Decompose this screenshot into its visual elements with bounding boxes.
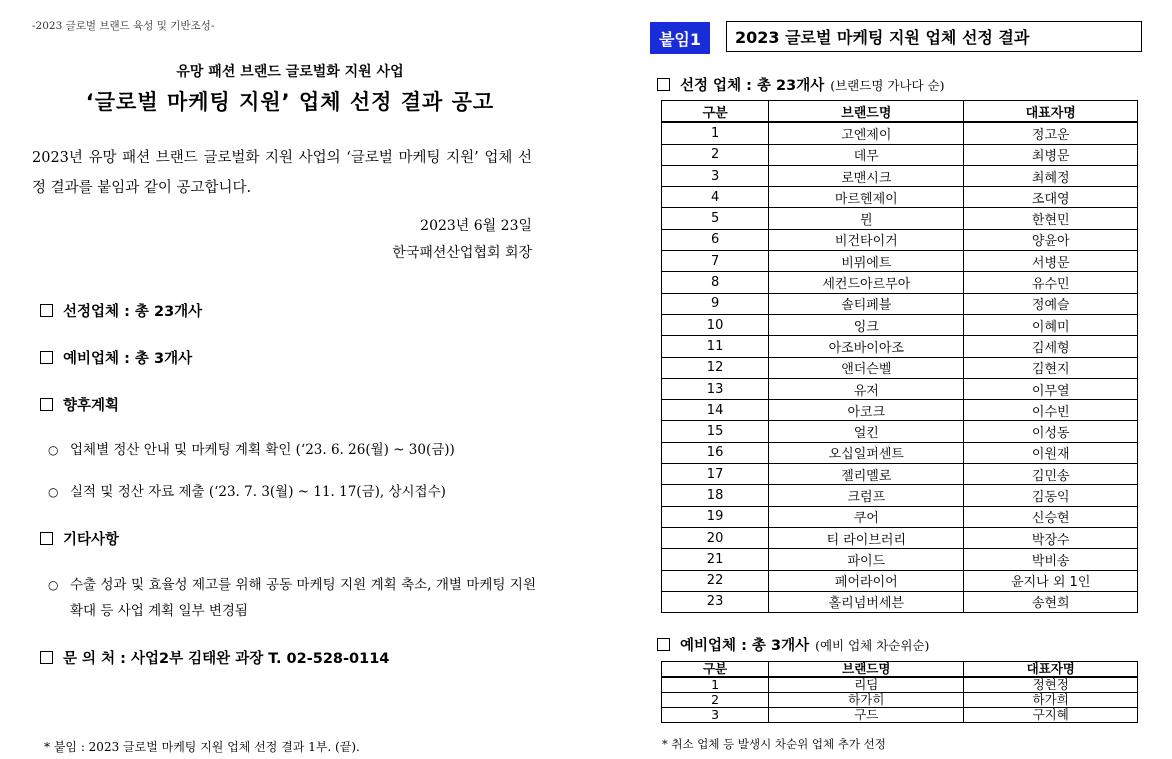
attachment-title: 2023 글로벌 마케팅 지원 업체 선정 결과 [726,21,1142,52]
table-row [662,314,1138,335]
representative-name: 정고운 [964,122,1138,144]
brand-name: 티 라이브러리 [769,527,964,548]
checkbox-icon [657,78,670,91]
brand-name: 로맨시크 [769,165,964,186]
representative-name: 최병문 [964,144,1138,165]
attachment-footnote: * 붙임 : 2023 글로벌 마케팅 지원 업체 선정 결과 1부. (끝). [44,740,360,754]
representative-name: 정현정 [964,677,1138,693]
row-number: 5 [662,208,769,229]
table-row [662,549,1138,570]
representative-name: 윤지나 외 1인 [964,570,1138,591]
brand-name: 홀리넘버세븐 [769,591,964,612]
row-number: 21 [662,549,769,570]
row-number: 2 [662,144,769,165]
table-row [662,208,1138,229]
row-number: 3 [662,708,769,723]
section-selected [40,300,202,321]
brand-name: 앤더슨벨 [769,357,964,378]
reserve-heading: 예비업체 : 총 3개사 (예비 업체 차순위순) [657,634,929,655]
brand-name: 페어라이어 [769,570,964,591]
brand-name: 세컨드아르무아 [769,272,964,293]
brand-name: 얼킨 [769,421,964,442]
selected-table [661,100,1138,613]
brand-name: 파이드 [769,549,964,570]
row-number: 2 [662,693,769,708]
column-header: 대표자명 [964,662,1138,678]
representative-name: 유수민 [964,272,1138,293]
column-header: 브랜드명 [769,101,964,123]
table-row [662,485,1138,506]
table-row [662,122,1138,144]
section-reserve [40,347,192,368]
table-row [662,293,1138,314]
table-row [662,187,1138,208]
section-label: 선정업체 : 총 23개사 [63,304,203,320]
representative-name: 최혜정 [964,165,1138,186]
table-row [662,400,1138,421]
brand-name: 오십일퍼센트 [769,442,964,463]
section-label: 기타사항 [63,532,120,548]
row-number: 1 [662,122,769,144]
announcement-date: 2023년 6월 23일 [420,218,532,234]
reserve-table [661,661,1138,723]
plan-item: ○ 업체별 정산 안내 및 마케팅 계획 확인 (‘23. 6. 26(월) ~ 30(금)) [48,437,455,463]
selected-note: (브랜드명 가나다 순) [830,77,945,93]
selected-heading: 선정 업체 : 총 23개사 (브랜드명 가나다 순) [657,74,945,95]
reserve-note: (예비 업체 차순위순) [815,637,930,653]
circle-bullet-icon: ○ [48,485,59,499]
brand-name: 고엔제이 [769,122,964,144]
table-header-row [662,662,1138,678]
table-row [662,708,1138,723]
row-number: 9 [662,293,769,314]
row-number: 18 [662,485,769,506]
row-number: 3 [662,165,769,186]
section-contact [40,647,389,668]
representative-name: 이성동 [964,421,1138,442]
row-number: 1 [662,677,769,693]
row-number: 10 [662,314,769,335]
row-number: 8 [662,272,769,293]
column-header: 구분 [662,101,769,123]
representative-name: 신승현 [964,506,1138,527]
section-label: 문 의 처 : 사업2부 김태완 과장 T. 02-528-0114 [63,651,390,667]
brand-name: 뮌 [769,208,964,229]
section-label: 향후계획 [63,398,120,414]
brand-name: 크럼프 [769,485,964,506]
announcement-body: 2023년 유망 패션 브랜드 글로벌화 지원 사업의 ‘글로벌 마케팅 지원’ 업체 선정 결과를 붙임과 같이 공고합니다. [32,150,532,196]
table-row [662,336,1138,357]
table-row [662,144,1138,165]
section-plan [40,394,119,415]
table-row [662,591,1138,612]
row-number: 14 [662,400,769,421]
representative-name: 김동익 [964,485,1138,506]
representative-name: 이혜미 [964,314,1138,335]
row-number: 4 [662,187,769,208]
table-row [662,570,1138,591]
row-number: 13 [662,378,769,399]
header-tag: -2023 글로벌 브랜드 육성 및 기반조성- [32,20,215,32]
table-row [662,693,1138,708]
brand-name: 구드 [769,708,964,723]
representative-name: 서병문 [964,251,1138,272]
document-title: ‘글로벌 마케팅 지원’ 업체 선정 결과 공고 [85,90,495,114]
document-subtitle: 유망 패션 브랜드 글로벌화 지원 사업 [176,64,404,80]
row-number: 15 [662,421,769,442]
etc-item: ○ 수출 성과 및 효율성 제고를 위해 공동 마케팅 지원 계획 축소, 개별 마케팅 지원 확대 등 사업 계획 일부 변경됨 [48,572,536,624]
reserve-footnote: * 취소 업체 등 발생시 차순위 업체 추가 선정 [662,737,886,751]
checkbox-icon [40,304,53,317]
plan-item: ○ 실적 및 정산 자료 제출 (‘23. 7. 3(월) ~ 11. 17(금), 상시접수) [48,479,446,505]
brand-name: 하가히 [769,693,964,708]
table-row [662,677,1138,693]
brand-name: 잉크 [769,314,964,335]
column-header: 대표자명 [964,101,1138,123]
row-number: 22 [662,570,769,591]
table-row [662,378,1138,399]
brand-name: 데무 [769,144,964,165]
checkbox-icon [40,532,53,545]
circle-bullet-icon: ○ [48,578,59,592]
brand-name: 쿠어 [769,506,964,527]
representative-name: 정예슬 [964,293,1138,314]
row-number: 11 [662,336,769,357]
table-row [662,272,1138,293]
representative-name: 김세형 [964,336,1138,357]
representative-name: 이수빈 [964,400,1138,421]
representative-name: 이무열 [964,378,1138,399]
representative-name: 김현지 [964,357,1138,378]
brand-name: 리딤 [769,677,964,693]
row-number: 20 [662,527,769,548]
representative-name: 하가희 [964,693,1138,708]
representative-name: 송현희 [964,591,1138,612]
attachment-badge: 붙임1 [650,22,710,54]
row-number: 17 [662,464,769,485]
row-number: 7 [662,251,769,272]
representative-name: 박비송 [964,549,1138,570]
row-number: 16 [662,442,769,463]
representative-name: 양윤아 [964,229,1138,250]
table-header-row [662,101,1138,123]
row-number: 6 [662,229,769,250]
brand-name: 비건타이거 [769,229,964,250]
table-row [662,464,1138,485]
table-row [662,421,1138,442]
signature: 한국패션산업협회 회장 [392,245,532,261]
column-header: 구분 [662,662,769,678]
circle-bullet-icon: ○ [48,443,59,457]
table-row [662,527,1138,548]
representative-name: 이원재 [964,442,1138,463]
table-row [662,506,1138,527]
checkbox-icon [40,651,53,664]
section-etc [40,528,119,549]
representative-name: 구지혜 [964,708,1138,723]
section-label: 예비업체 : 총 3개사 [63,351,193,367]
row-number: 23 [662,591,769,612]
brand-name: 아조바이아조 [769,336,964,357]
representative-name: 조대영 [964,187,1138,208]
table-row [662,165,1138,186]
representative-name: 김민송 [964,464,1138,485]
brand-name: 유저 [769,378,964,399]
row-number: 19 [662,506,769,527]
row-number: 12 [662,357,769,378]
checkbox-icon [40,351,53,364]
checkbox-icon [40,398,53,411]
brand-name: 비뮈에트 [769,251,964,272]
brand-name: 아코크 [769,400,964,421]
brand-name: 젤리멜로 [769,464,964,485]
checkbox-icon [657,638,670,651]
brand-name: 솔티페블 [769,293,964,314]
table-row [662,442,1138,463]
brand-name: 마르헨제이 [769,187,964,208]
representative-name: 한현민 [964,208,1138,229]
table-row [662,251,1138,272]
table-row [662,357,1138,378]
table-row [662,229,1138,250]
representative-name: 박장수 [964,527,1138,548]
column-header: 브랜드명 [769,662,964,678]
